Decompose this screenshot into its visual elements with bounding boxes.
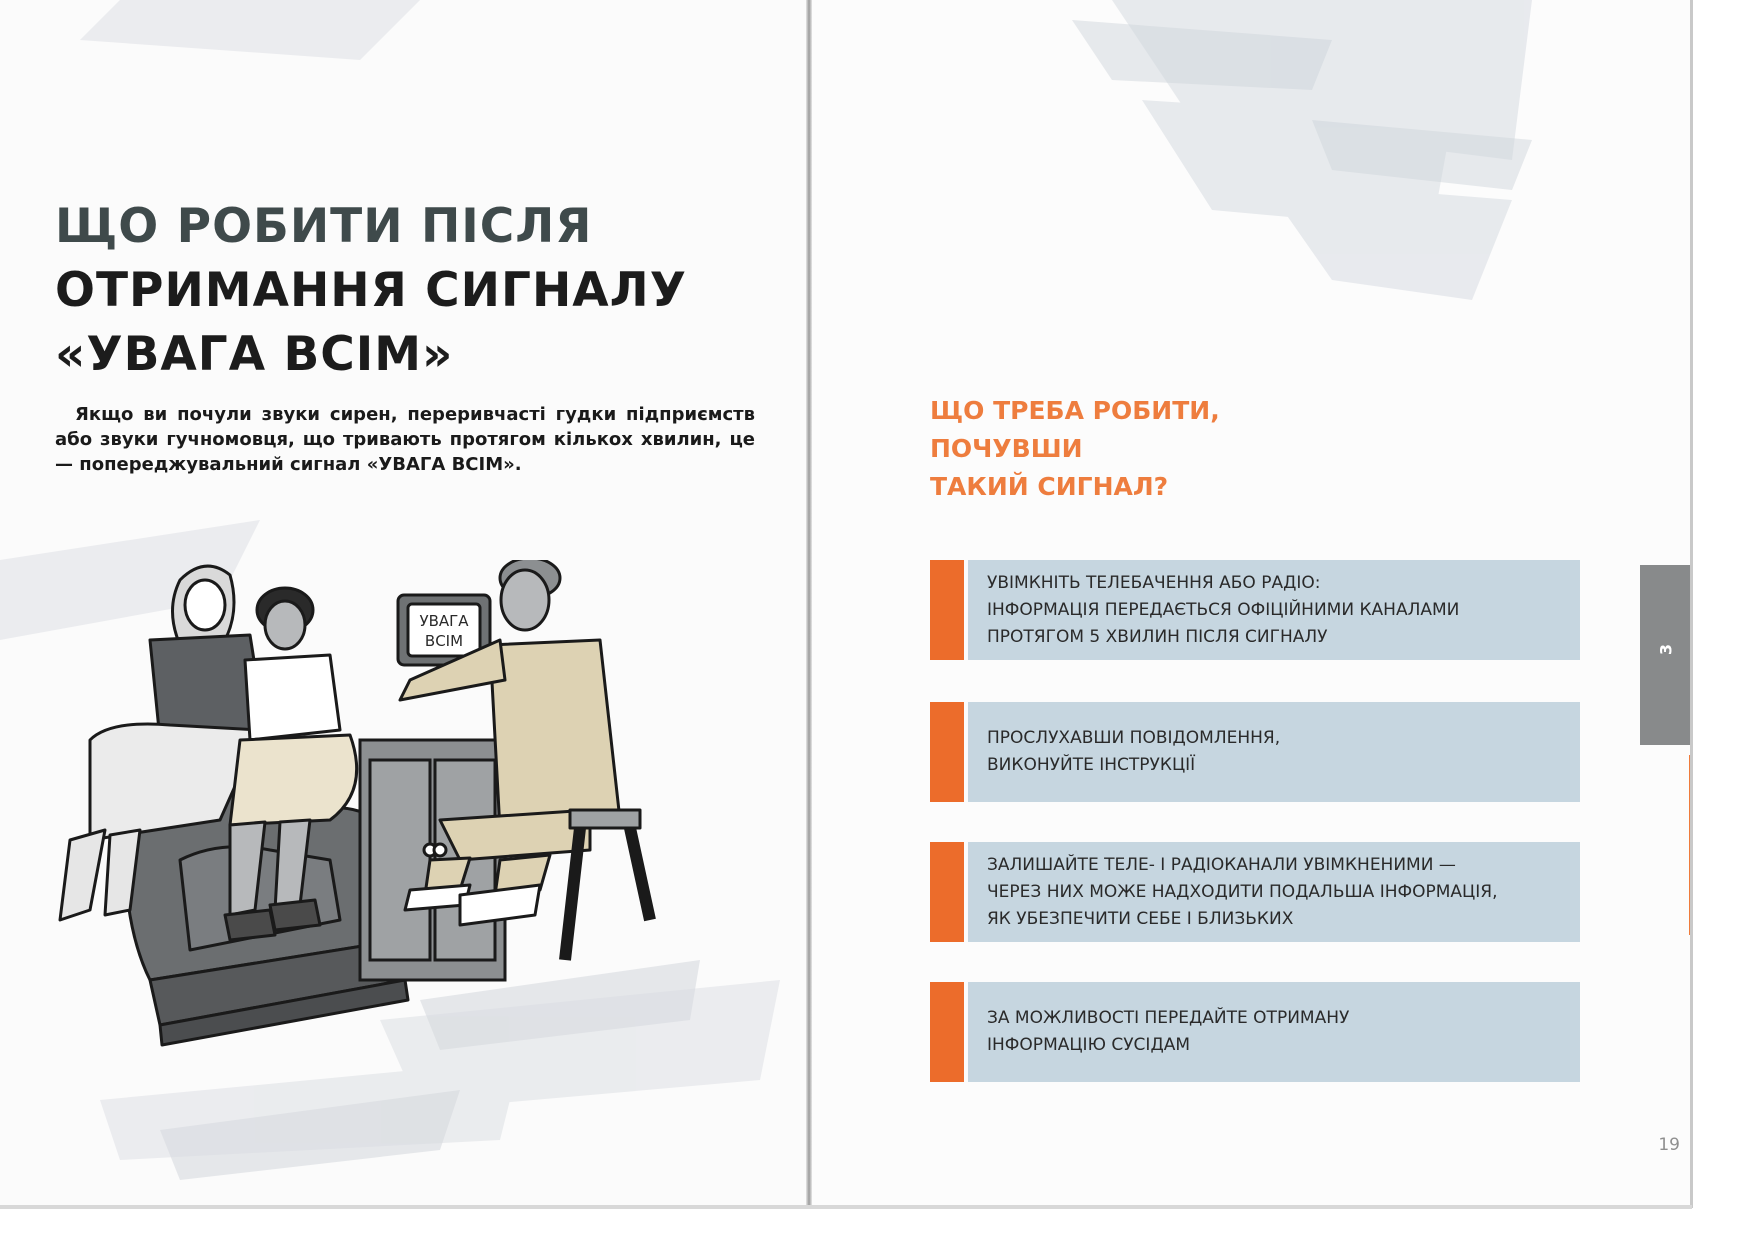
page-number: 19 [1658, 1135, 1680, 1155]
title-line-2: ОТРИМАННЯ СИГНАЛУ [55, 263, 687, 318]
intro-paragraph: Якщо ви почули звуки сирен, переривчасті гудки підприємств або звуки гучномовця, що тривають протягом кількох хвилин, це — попереджувальний сигнал «УВАГА ВСІМ». [55, 404, 755, 475]
step-text [987, 702, 1532, 802]
title-line-1: ЩО РОБИТИ ПІСЛЯ [55, 199, 593, 254]
step-line: ЗА МОЖЛИВОСТІ ПЕРЕДАЙТЕ ОТРИМАНУ [987, 1008, 1350, 1028]
step-line: ЗАЛИШАЙТЕ ТЕЛЕ- І РАДІОКАНАЛИ УВІМКНЕНИМИ — [987, 854, 1456, 875]
title-line-3: «УВАГА ВСІМ» [55, 327, 454, 382]
instruction-step-3 [930, 842, 1580, 942]
radio-sign-line-2: ВСІМ [424, 632, 464, 650]
step-line: ВИКОНУЙТЕ ІНСТРУКЦІЇ [987, 755, 1196, 775]
step-line: ЯК УБЕЗПЕЧИТИ СЕБЕ І БЛИЗЬКИХ [987, 908, 1294, 929]
step-text [987, 982, 1532, 1082]
step-accent-bar [930, 982, 964, 1082]
section-heading [930, 392, 1350, 506]
heading-line-3: ТАКИЙ СИГНАЛ? [930, 472, 1169, 501]
page-title [55, 195, 775, 387]
step-line: ПРОТЯГОМ 5 ХВИЛИН ПІСЛЯ СИГНАЛУ [987, 626, 1328, 647]
step-line: ЧЕРЕЗ НИХ МОЖЕ НАДХОДИТИ ПОДАЛЬША ІНФОРМАЦІЯ, [987, 881, 1498, 902]
step-text [987, 842, 1532, 942]
left-page [0, 0, 808, 1205]
step-accent-bar [930, 842, 964, 942]
heading-line-1: ЩО ТРЕБА РОБИТИ, [930, 396, 1220, 425]
section-tab-number: 3 [1656, 643, 1676, 656]
family-radio-illustration [30, 560, 770, 1100]
step-text [987, 560, 1532, 660]
instruction-step-1 [930, 560, 1580, 660]
page-bottom-edge [0, 1205, 1692, 1209]
section-tab [1640, 565, 1692, 745]
instruction-step-4 [930, 982, 1580, 1082]
step-line: ІНФОРМАЦІЯ ПЕРЕДАЄТЬСЯ ОФІЦІЙНИМИ КАНАЛАМИ [987, 599, 1460, 620]
step-line: ІНФОРМАЦІЮ СУСІДАМ [987, 1035, 1191, 1055]
step-line: УВІМКНІТЬ ТЕЛЕБАЧЕННЯ АБО РАДІО: [987, 572, 1321, 593]
radio-sign-line-1: УВАГА [419, 612, 469, 630]
instruction-step-2 [930, 702, 1580, 802]
step-accent-bar [930, 560, 964, 660]
page-edge [1690, 0, 1693, 1208]
step-line: ПРОСЛУХАВШИ ПОВІДОМЛЕННЯ, [987, 728, 1281, 748]
heading-line-2: ПОЧУВШИ [930, 434, 1083, 463]
step-accent-bar [930, 702, 964, 802]
